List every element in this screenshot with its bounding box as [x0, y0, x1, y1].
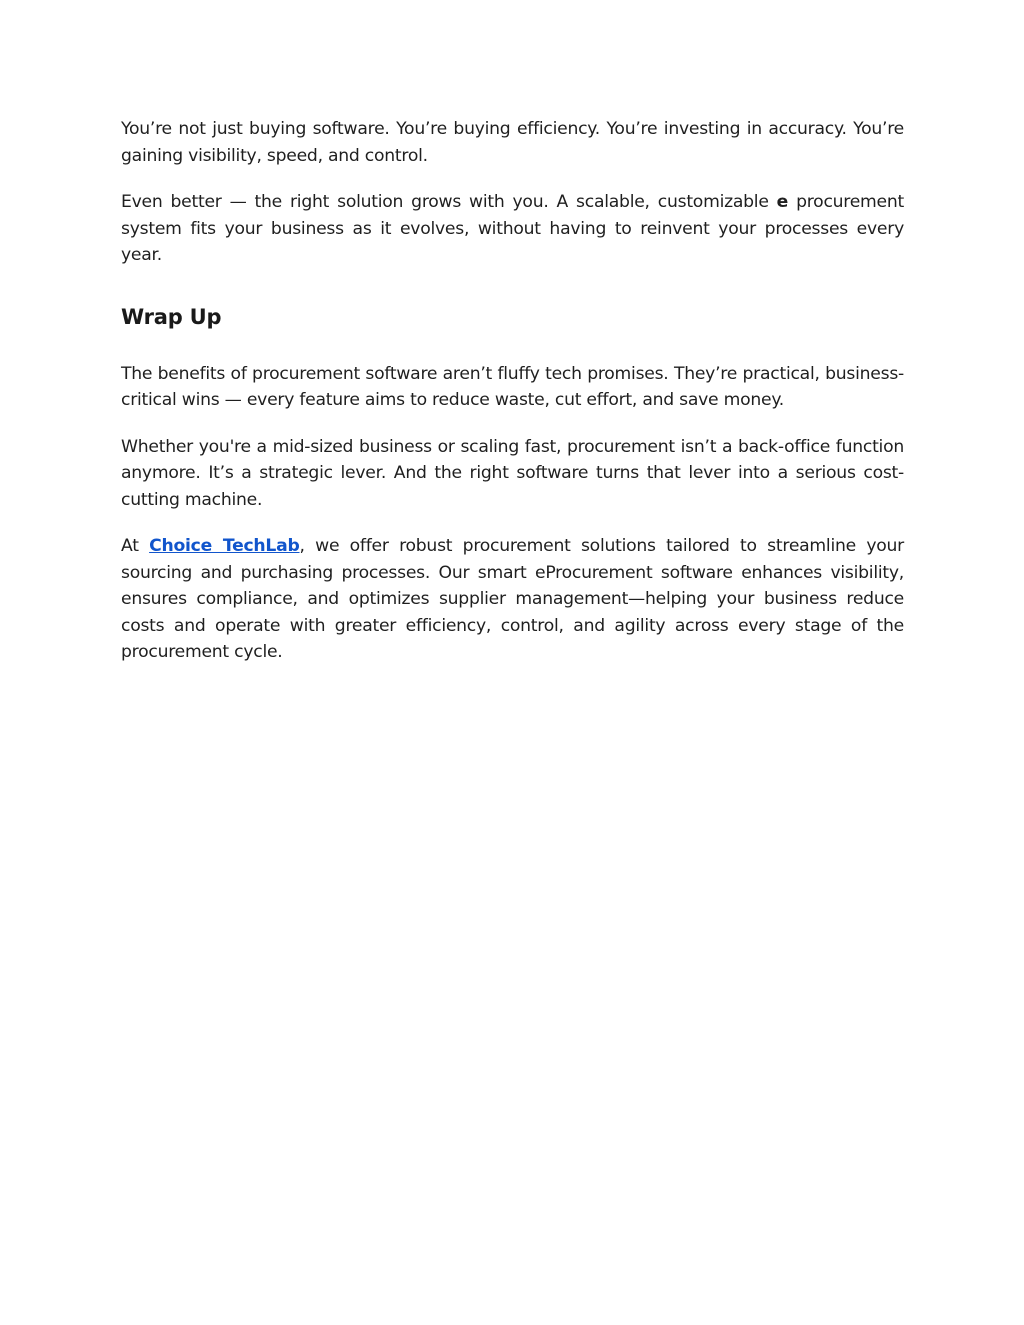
document-page — [121, 116, 904, 666]
bold-letter-e: e — [776, 192, 789, 212]
paragraph-benefits: The benefits of procurement software aren’t fluffy tech promises. They’re practical, business-critical wins — every feature aims to reduce waste, cut effort, and save money. — [121, 363, 904, 410]
paragraph-choice-techlab — [121, 533, 904, 666]
paragraph-scalable-text-start: Even better — the right solution grows with you. A scalable, customizable — [121, 192, 777, 212]
paragraph-choice-text-start: At — [121, 536, 150, 556]
paragraph-investment: You’re not just buying software. You’re buying efficiency. You’re investing in accuracy. You’re gaining visibility, speed, and control. — [121, 119, 904, 166]
section-heading-wrap-up: Wrap Up — [121, 304, 222, 329]
paragraph-scalable-text-end: procurement system fits your business as it evolves, without having to reinvent your processes every year. — [121, 192, 904, 265]
paragraph-strategic-lever: Whether you're a mid-sized business or scaling fast, procurement isn’t a back-office function anymore. It’s a strategic lever. And the right software turns that lever into a serious cost-cutting machine. — [121, 436, 904, 510]
paragraph-choice-text-end: , we offer robust procurement solutions tailored to streamline your sourcing and purchasing processes. Our smart eProcurement software enhances visibility, ensures compliance, and optimizes supplier management—helping your business reduce costs and operate with greater efficiency, control, and agility across every stage of the procurement cycle. — [121, 536, 904, 662]
choice-techlab-link[interactable]: Choice TechLab — [149, 536, 300, 556]
paragraph-scalable-solution — [121, 189, 904, 269]
